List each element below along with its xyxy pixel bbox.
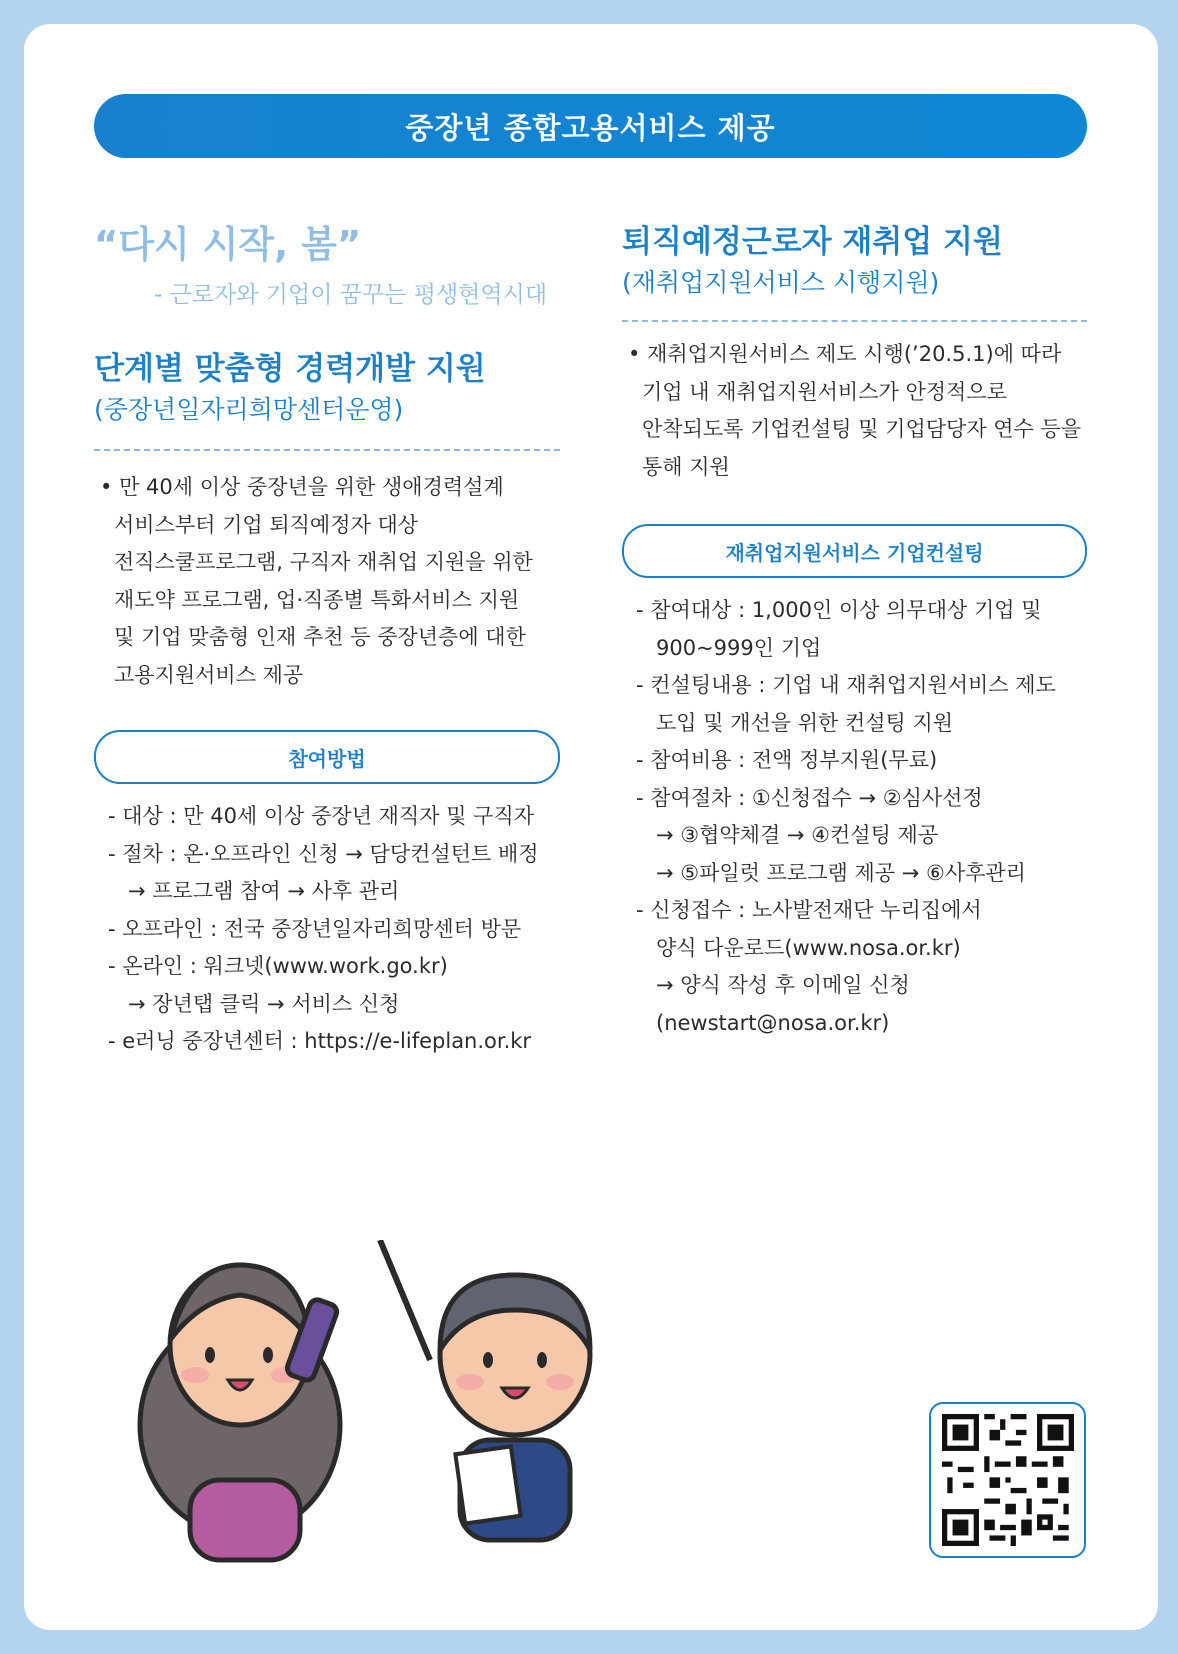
item-line: → ③협약체결 → ④컨설팅 제공 (656, 823, 939, 847)
participation-method-list (94, 798, 560, 1061)
divider (94, 449, 560, 451)
item-line: (newstart@nosa.or.kr) (656, 1010, 890, 1035)
pointer-stick (380, 1240, 430, 1360)
man-character-icon (440, 1275, 590, 1540)
item-line: 양식 다운로드(www.nosa.or.kr) (656, 935, 961, 960)
career-description (94, 469, 560, 694)
qr-code-icon (942, 1414, 1074, 1546)
item-line: → 프로그램 참여 → 사후 관리 (128, 879, 400, 903)
reemployment-section-subtitle: (재취업지원서비스 시행지원) (622, 268, 940, 297)
item-line: - 오프라인 : 전국 중장년일자리희망센터 방문 (108, 916, 522, 941)
characters-illustration (130, 1240, 650, 1570)
career-section-subtitle: (중장년일자리희망센터운영) (94, 395, 404, 424)
item-line: - 참여비용 : 전액 정부지원(무료) (636, 748, 938, 772)
item-line: - 참여절차 : ①신청접수 → ②심사선정 (636, 785, 983, 810)
pill-label: 참여방법 (288, 746, 366, 771)
item-line: 900~999인 기업 (656, 635, 822, 660)
qr-code-frame[interactable] (929, 1402, 1086, 1558)
list-item (94, 836, 560, 911)
list-item (94, 948, 560, 1023)
career-section-title: 단계별 맞춤형 경력개발 지원 (94, 351, 486, 387)
item-line: 도입 및 개선을 위한 컨설팅 지원 (656, 710, 954, 735)
woman-character-icon (140, 1265, 340, 1560)
item-line: - 절차 : 온·오프라인 신청 → 담당컨설턴트 배정 (108, 841, 539, 866)
reemployment-section-title: 퇴직예정근로자 재취업 지원 (622, 224, 1003, 260)
item-line: - 참여대상 : 1,000인 이상 의무대상 기업 및 (636, 598, 1042, 622)
company-consulting-list (622, 592, 1087, 1042)
company-consulting-heading (622, 524, 1087, 578)
item-line: - 온라인 : 워크넷(www.work.go.kr) (108, 954, 448, 978)
list-item (622, 667, 1087, 742)
list-item (94, 798, 560, 836)
description-line: 안착되도록 기업컨설팅 및 기업담당자 연수 등을 (642, 417, 1082, 441)
list-item (622, 892, 1087, 1042)
item-line: - e러닝 중장년센터 : https://e-lifeplan.or.kr (108, 1029, 532, 1053)
description-line: 고용지원서비스 제공 (114, 662, 304, 687)
item-line: - 신청접수 : 노사발전재단 누리집에서 (636, 898, 982, 922)
left-column (94, 222, 560, 1061)
pill-label: 재취업지원서비스 기업컨설팅 (725, 540, 984, 565)
participation-method-heading (94, 730, 560, 784)
description-line: 전직스쿨프로그램, 구직자 재취업 지원을 위한 (114, 550, 533, 574)
description-line: • 재취업지원서비스 제도 시행(’20.5.1)에 따라 (622, 336, 1087, 374)
description-line: 통해 지원 (642, 454, 730, 479)
item-line: - 대상 : 만 40세 이상 중장년 재직자 및 구직자 (108, 804, 535, 828)
slogan: “다시 시작, 봄” (94, 223, 362, 266)
page-title-banner (94, 94, 1087, 158)
page-title: 중장년 종합고용서비스 제공 (405, 110, 776, 145)
item-line: - 컨설팅내용 : 기업 내 재취업지원서비스 제도 (636, 673, 1056, 697)
item-line: → ⑤파일럿 프로그램 제공 → ⑥사후관리 (656, 860, 1026, 885)
description-line: 서비스부터 기업 퇴직예정자 대상 (114, 512, 419, 537)
list-item (94, 911, 560, 949)
list-item (622, 780, 1087, 893)
slogan-subtitle: - 근로자와 기업이 꿈꾸는 평생현역시대 (154, 282, 548, 308)
description-line: 기업 내 재취업지원서비스가 안정적으로 (642, 379, 1007, 404)
description-line: 및 기업 맞춤형 인재 추천 등 중장년층에 대한 (114, 625, 526, 649)
right-column (622, 222, 1087, 1042)
item-line: → 양식 작성 후 이메일 신청 (656, 973, 910, 997)
divider (622, 320, 1087, 322)
list-item (622, 742, 1087, 780)
description-line: • 만 40세 이상 중장년을 위한 생애경력설계 (94, 469, 560, 507)
description-line: 재도약 프로그램, 업·직종별 특화서비스 지원 (114, 587, 520, 612)
list-item (94, 1023, 560, 1061)
list-item (622, 592, 1087, 667)
reemployment-description (622, 336, 1087, 486)
item-line: → 장년탭 클릭 → 서비스 신청 (128, 991, 400, 1016)
